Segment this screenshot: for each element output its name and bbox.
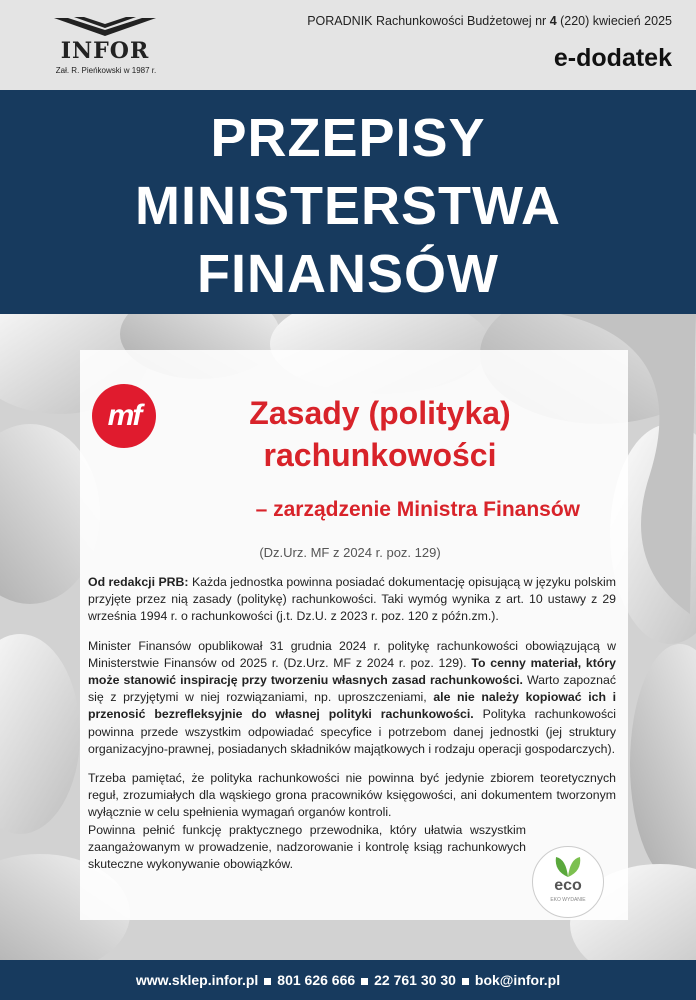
leaf-icon: [548, 853, 588, 879]
mf-logo-badge: mf: [92, 384, 156, 448]
title-band: [0, 90, 696, 314]
paragraph-1-text: Każda jednostka powinna posiadać dokumentację opisującą w języku polskim przyjęte przez nią zasady (politykę) rachunkowości. Taki wymóg wynika z art. 10 ustawy z 29 września 1994 r. o rachunkowości (j.t. Dz.U. z 2023 r. poz. 120 z późn.zm.).: [88, 575, 616, 624]
title-line-2: MINISTERSTWA: [135, 176, 561, 236]
paragraph-2-a: Minister Finansów opublikował 31 grudnia 2024 r. politykę rachunkowości obowiązującą w Ministerstwie Finansów od 2025 r. (Dz.Urz. MF z 2024 r. poz. 129).: [88, 638, 616, 670]
issue-suffix: (220) kwiecień 2025: [556, 14, 672, 28]
document-title: [160, 392, 600, 476]
document-reference: (Dz.Urz. MF z 2024 r. poz. 129): [259, 545, 441, 560]
document-subtitle: – zarządzenie Ministra Finansów: [255, 498, 580, 521]
main-title: [0, 104, 696, 308]
logo-name: INFOR: [60, 38, 150, 64]
paragraph-4: [88, 822, 526, 874]
eco-word: eco: [554, 877, 582, 894]
separator-square: [462, 978, 469, 985]
footer-contact-bar: [0, 960, 696, 1000]
issue-prefix: PORADNIK Rachunkowości Budżetowej nr: [307, 14, 550, 28]
paragraph-2: [88, 638, 616, 758]
top-header: [0, 0, 696, 90]
article-body: [88, 574, 616, 885]
footer-website[interactable]: www.sklep.infor.pl: [135, 972, 259, 988]
paragraph-3: [88, 770, 616, 822]
separator-square: [264, 978, 271, 985]
eco-caption: EKO WYDANIE: [550, 897, 586, 903]
paragraph-1: [88, 574, 616, 626]
paragraph-2-e: Polityka rachunkowości powinna przede wszystkim odpowiadać specyfice i potrzebom danej jednostki (jej struktury organizacyjno-prawnej, posiadanych składników majątkowych i rodzaju operacji gospodarczych).: [88, 707, 616, 756]
paragraph-4-text: Powinna pełnić funkcję praktycznego przewodnika, który ułatwia wszystkim zaangażowanym w prowadzenie, nadzorowanie i kontrolę ksiąg rachunkowych skuteczne wykonywanie obowiązków.: [88, 822, 526, 872]
paragraph-3-text: Trzeba pamiętać, że polityka rachunkowości nie powinna być jedynie zbiorem teoretycznych reguł, zrozumiałych dla wąskiego grona pracowników księgowości, ani dokumentem tworzonym wyłącznie w celu spełnienia wymagań organów kontroli.: [88, 771, 616, 820]
eco-badge: [532, 846, 604, 918]
paragraph-2-d: ale nie należy kopiować ich i przenosić bezrefleksyjnie do własnej polityki rachunkowości.: [88, 690, 616, 722]
document-title-line-1: Zasady (polityka): [249, 395, 511, 431]
footer-email[interactable]: bok@infor.pl: [474, 972, 561, 988]
footer-phone-1[interactable]: 801 626 666: [277, 972, 356, 988]
logo-wings-icon: [50, 14, 160, 38]
title-line-1: PRZEPISY: [210, 108, 486, 168]
paragraph-2-b: To cenny materiał, który może stanowić inspirację przy tworzeniu własnych zasad rachunkowości.: [88, 655, 616, 688]
footer-phone-2[interactable]: 22 761 30 30: [374, 972, 456, 988]
issue-number: 4: [549, 14, 557, 28]
document-title-line-2: rachunkowości: [263, 437, 497, 473]
separator-square: [361, 978, 368, 985]
title-line-3: FINANSÓW: [197, 244, 499, 304]
infor-logo: [46, 14, 176, 84]
paragraph-2-c: Warto zapoznać się z przyjętymi w niej rozwiązaniami, np. uproszczeniami,: [88, 673, 616, 705]
issue-info: [307, 14, 672, 28]
logo-subtitle: Zał. R. Pieńkowski w 1987 r.: [55, 66, 157, 75]
editorial-lead: Od redakcji PRB:: [88, 575, 189, 589]
edition-label: e-dodatek: [553, 44, 672, 72]
